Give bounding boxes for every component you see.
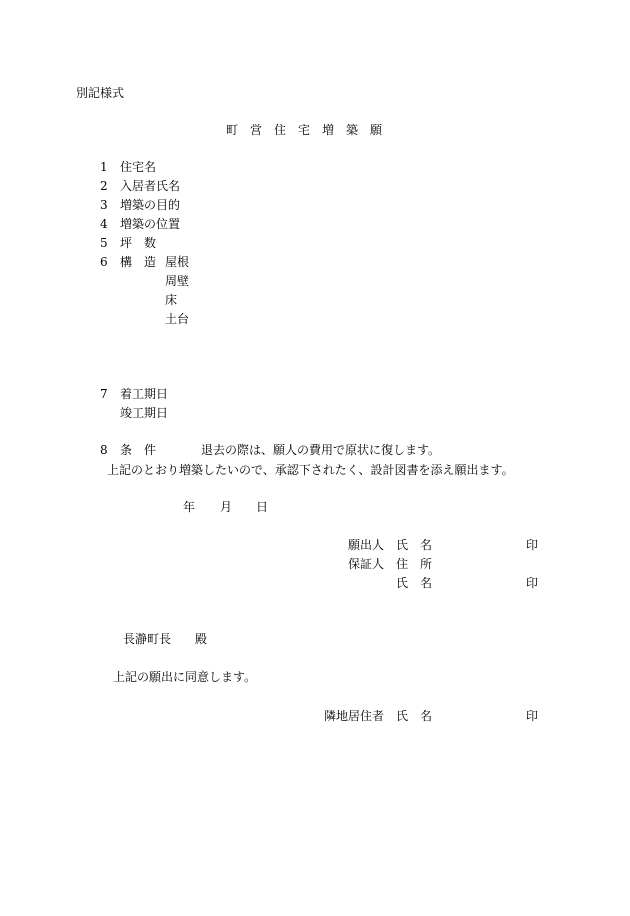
item-8-number: 8 [100,443,108,457]
item-8-value: 退去の際は、願人の費用で原状に復します。 [201,443,441,457]
request-sentence: 上記のとおり増築したいので、承認下されたく、設計図書を添え願出ます。 [107,463,514,477]
item-3-label: 増築の目的 [120,198,181,212]
date-day: 日 [256,500,269,514]
item-6-number: 6 [100,255,108,269]
neighbor-name-label: 氏 名 [396,709,433,723]
item-3-number: 3 [100,198,108,212]
structure-wall: 周壁 [165,274,190,288]
applicant-seal: 印 [526,538,539,552]
consent-sentence: 上記の願出に同意します。 [113,670,257,684]
item-1-label: 住宅名 [120,160,157,174]
item-7-number: 7 [100,387,108,401]
item-4-number: 4 [100,217,108,231]
item-8-label: 条 件 [120,443,157,457]
item-6-label: 構 造 [120,255,157,269]
guarantor-seal: 印 [526,576,539,590]
item-1-number: 1 [100,160,108,174]
item-4-label: 増築の位置 [120,217,181,231]
date-month: 月 [220,500,233,514]
structure-roof: 屋根 [165,255,190,269]
neighbor-seal: 印 [526,709,539,723]
addressee-honorific: 殿 [195,632,208,646]
form-label: 別記様式 [76,86,125,100]
item-5-label: 坪 数 [120,236,157,250]
guarantor-role: 保証人 [348,557,385,571]
item-5-number: 5 [100,236,108,250]
item-2-label: 入居者氏名 [120,179,181,193]
date-year: 年 [183,500,196,514]
guarantor-address-label: 住 所 [396,557,433,571]
structure-floor: 床 [165,293,178,307]
addressee-name: 長瀞町長 [123,632,172,646]
item-7-sub-label: 竣工期日 [120,406,169,420]
item-2-number: 2 [100,179,108,193]
page-title: 町 営 住 宅 増 築 願 [226,123,383,137]
applicant-name-label: 氏 名 [396,538,433,552]
guarantor-name-label: 氏 名 [396,576,433,590]
applicant-role: 願出人 [348,538,385,552]
neighbor-role: 隣地居住者 [324,709,385,723]
item-7-label: 着工期日 [120,387,169,401]
structure-foundation: 土台 [165,312,190,326]
